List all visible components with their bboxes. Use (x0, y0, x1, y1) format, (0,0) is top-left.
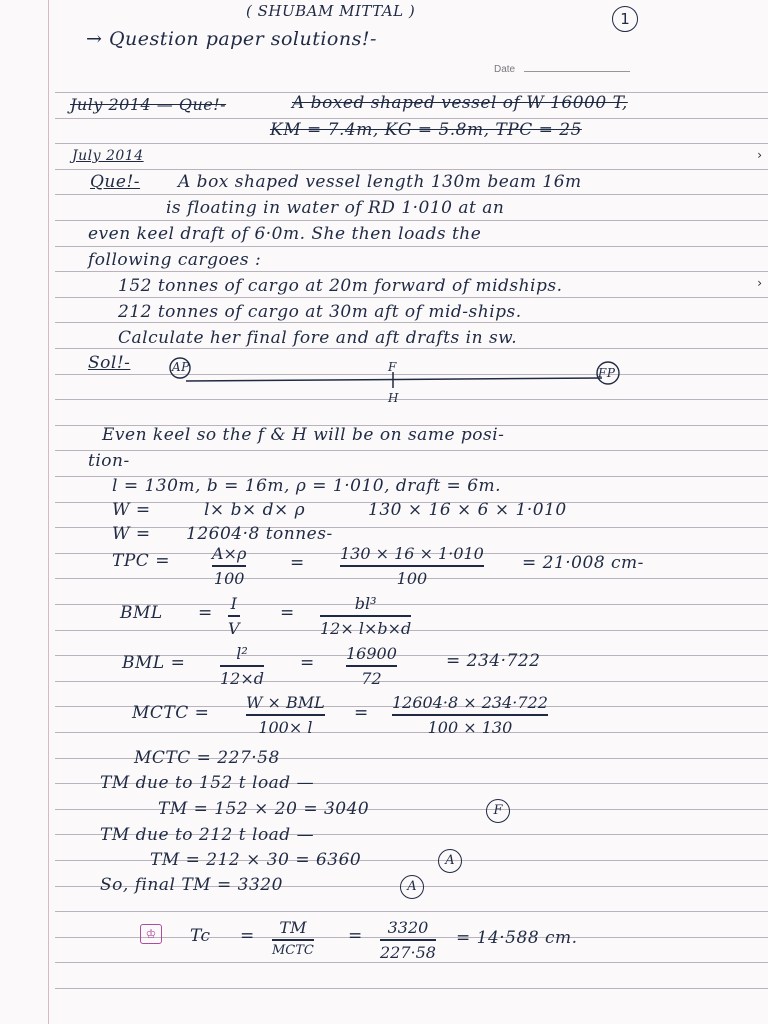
bml2-result: = 234·722 (446, 651, 541, 671)
aft-mark: A (438, 849, 462, 873)
author-name: ( SHUBAM MITTAL ) (246, 2, 416, 20)
mctc-eq: = (354, 703, 369, 723)
date-line (524, 71, 630, 72)
date-label: Date (494, 64, 516, 75)
solution-line: tion- (88, 451, 130, 471)
forward-mark: F (486, 799, 510, 823)
crossed-question-line1: A boxed shaped vessel of W 16000 T, (292, 93, 628, 113)
bml2-denominator-2: 72 (361, 668, 382, 688)
tpc-numerator: A×ρ (212, 544, 247, 563)
bml-fraction (228, 594, 240, 638)
ruled-line (55, 194, 768, 195)
mctc-numerator-2: 12604·8 × 234·722 (392, 693, 548, 712)
page-title: → Question paper solutions!- (86, 28, 377, 50)
ruled-line (55, 911, 768, 912)
ap-label: AP (172, 360, 190, 374)
keel-line (186, 378, 602, 381)
ruled-line (55, 681, 768, 682)
question-tag: July 2014 (72, 148, 144, 164)
question-line: is floating in water of RD 1·010 at an (166, 198, 505, 218)
margin-line (48, 0, 49, 1024)
tc-denominator: MCTC (272, 942, 314, 958)
fp-label: FP (598, 366, 616, 380)
question-line: 152 tonnes of cargo at 20m forward of midships. (118, 276, 563, 296)
final-tm: So, final TM = 3320 (100, 875, 283, 895)
tm-152-calc: TM = 152 × 20 = 3040 (158, 799, 370, 819)
w-formula-sub: 130 × 16 × 6 × 1·010 (368, 500, 567, 520)
tm-212-title: TM due to 212 t load — (100, 825, 315, 845)
mctc-value: MCTC = 227·58 (134, 748, 280, 768)
tc-fraction (272, 918, 314, 958)
right-edge-mark: › (757, 148, 762, 162)
question-line: A box shaped vessel length 130m beam 16m (178, 172, 582, 192)
ruled-line (55, 143, 768, 144)
tpc-fraction (212, 544, 246, 588)
mctc-fraction (246, 693, 325, 737)
bml-denominator: V (228, 618, 240, 638)
tc-numerator: TM (279, 918, 307, 937)
crossed-question-line2: KM = 7.4m, KG = 5.8m, TPC = 25 (270, 120, 582, 140)
bml2-fraction-2 (346, 644, 397, 688)
mctc-lhs: MCTC = (132, 703, 210, 723)
bml2-numerator: l² (236, 644, 248, 663)
mctc-denominator: 100× l (258, 717, 313, 737)
bml2-eq: = (300, 653, 315, 673)
question-line: even keel draft of 6·0m. She then loads the (88, 224, 482, 244)
bml-eq-2: = (280, 603, 295, 623)
question-line: Calculate her final fore and aft drafts in sw. (118, 328, 518, 348)
ship-diagram (0, 352, 768, 412)
ruled-line (55, 527, 768, 528)
bml-fraction-2 (320, 594, 411, 638)
tpc-eq: = (290, 553, 305, 573)
mctc-fraction-2 (392, 693, 548, 737)
tc-lhs: Tc (190, 926, 211, 946)
ruled-line (55, 630, 768, 631)
bml-numerator-2: bl³ (354, 594, 377, 613)
w-formula-lhs: W = (112, 500, 151, 520)
ruled-line (55, 169, 768, 170)
w-formula-rhs: l× b× d× ρ (204, 500, 306, 520)
solution-line: Even keel so the f & H will be on same posi- (102, 425, 505, 445)
tpc-denominator: 100 (213, 568, 245, 588)
tc-fraction-2 (380, 918, 436, 962)
solution-label: Sol!- (88, 353, 131, 373)
ruled-line (55, 988, 768, 989)
tc-denominator-2: 227·58 (380, 942, 436, 962)
tc-eq-2: = (348, 926, 363, 946)
ruled-line (55, 962, 768, 963)
bml2-numerator-2: 16900 (346, 644, 397, 663)
tc-result: = 14·588 cm. (456, 928, 578, 948)
bml2-denominator: 12×d (220, 668, 265, 688)
bml2-fraction (220, 644, 264, 688)
h-label: H (388, 391, 399, 405)
ruled-line (55, 118, 768, 119)
tm-152-title: TM due to 152 t load — (100, 773, 315, 793)
question-line: 212 tonnes of cargo at 30m aft of mid-ships. (118, 302, 522, 322)
final-aft-mark: A (400, 875, 424, 899)
givens-line: l = 130m, b = 16m, ρ = 1·010, draft = 6m. (112, 476, 502, 496)
ruled-line (55, 220, 768, 221)
tpc-lhs: TPC = (112, 551, 170, 571)
ruled-line (55, 322, 768, 323)
bml-lhs: BML (120, 603, 163, 623)
w-value: 12604·8 tonnes- (186, 524, 333, 544)
tc-numerator-2: 3320 (387, 918, 429, 937)
tpc-numerator-2: 130 × 16 × 1·010 (340, 544, 484, 563)
question-label: Que!- (90, 172, 141, 192)
bml-numerator: I (230, 594, 237, 613)
mctc-numerator: W × BML (246, 693, 325, 712)
tpc-fraction-2 (340, 544, 484, 588)
ruled-line (55, 246, 768, 247)
f-label: F (388, 360, 397, 374)
tm-212-calc: TM = 212 × 30 = 6360 (150, 850, 362, 870)
page-number: 1 (612, 6, 638, 32)
bml-denominator-2: 12× l×b×d (320, 618, 412, 638)
ruled-line (55, 297, 768, 298)
right-edge-mark: › (757, 276, 762, 290)
w-value-lhs: W = (112, 524, 151, 544)
stamp-icon: ♔ (140, 924, 162, 944)
tpc-denominator-2: 100 (396, 568, 428, 588)
bml-eq: = (198, 603, 213, 623)
ruled-line (55, 450, 768, 451)
question-line: following cargoes : (88, 250, 262, 270)
crossed-question-tag: July 2014 — Que!- (70, 95, 227, 114)
ruled-line (55, 271, 768, 272)
tc-eq: = (240, 926, 255, 946)
ruled-line (55, 348, 768, 349)
mctc-denominator-2: 100 × 130 (427, 717, 513, 737)
tpc-result: = 21·008 cm- (522, 553, 644, 573)
bml2-lhs: BML = (122, 653, 186, 673)
